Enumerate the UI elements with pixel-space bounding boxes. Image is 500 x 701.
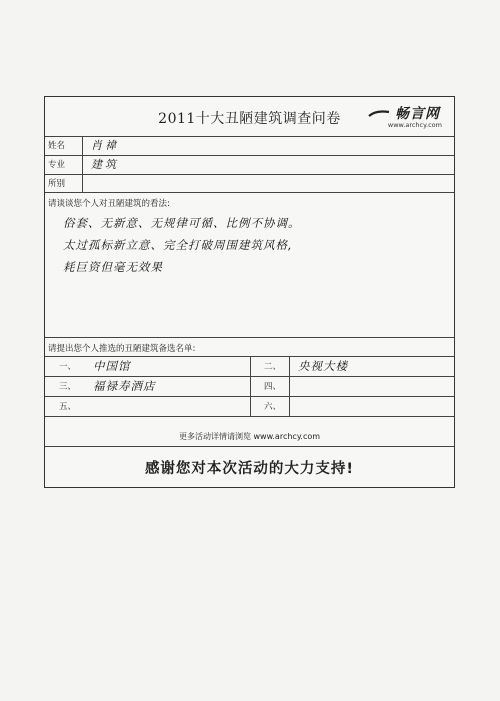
logo xyxy=(368,103,446,133)
item-number: 六、 xyxy=(264,402,282,412)
item-number: 二、 xyxy=(264,362,282,372)
more-info-row xyxy=(45,427,454,447)
item-number: 一、 xyxy=(59,362,77,372)
list-item xyxy=(250,377,454,397)
item-number: 三、 xyxy=(59,382,77,392)
thanks-text: 感谢您对本次活动的大力支持! xyxy=(144,461,355,477)
recommend-prompt: 请提出您个人推选的丑陋建筑备选名单: xyxy=(48,344,196,354)
logo-swoosh-icon xyxy=(368,108,390,120)
logo-url: www.archcy.com xyxy=(387,121,442,129)
opinion-line[interactable]: 俗套、无新意、无规律可循、比例不协调。 xyxy=(63,216,301,230)
list-item xyxy=(45,377,250,397)
recommend-header xyxy=(45,337,454,357)
thanks-row xyxy=(45,447,454,487)
grid-divider xyxy=(250,357,251,417)
more-info-text: 更多活动详情请浏览 www.archcy.com xyxy=(178,432,321,441)
list-item xyxy=(250,397,454,417)
item-number: 五、 xyxy=(59,402,77,412)
title-row xyxy=(45,97,454,137)
survey-form xyxy=(44,96,455,488)
opinion-prompt: 请谈谈您个人对丑陋建筑的看法: xyxy=(48,199,170,209)
logo-name: 畅言网 xyxy=(395,106,440,122)
name-label: 姓名 xyxy=(45,137,83,155)
major-value[interactable]: 建筑 xyxy=(91,158,119,171)
name-value[interactable]: 肖禕 xyxy=(91,139,119,152)
item-number: 四、 xyxy=(264,382,282,392)
dept-row xyxy=(45,175,454,193)
dept-label: 所别 xyxy=(45,175,83,192)
opinion-line[interactable]: 耗巨资但毫无效果 xyxy=(63,260,163,274)
major-label: 专业 xyxy=(45,156,83,174)
item-value[interactable]: 中国馆 xyxy=(93,359,131,373)
page-title: 2011十大丑陋建筑调查问卷 xyxy=(158,111,341,127)
opinion-line[interactable]: 太过孤标新立意、完全打破周围建筑风格, xyxy=(63,238,293,252)
list-item xyxy=(45,397,250,417)
item-value[interactable]: 央视大楼 xyxy=(298,359,348,373)
list-item xyxy=(45,357,250,377)
list-item xyxy=(250,357,454,377)
grid-divider xyxy=(289,357,290,417)
name-row xyxy=(45,137,454,156)
recommend-grid xyxy=(45,357,454,427)
item-value[interactable]: 福禄寿酒店 xyxy=(93,379,156,393)
major-row xyxy=(45,156,454,175)
